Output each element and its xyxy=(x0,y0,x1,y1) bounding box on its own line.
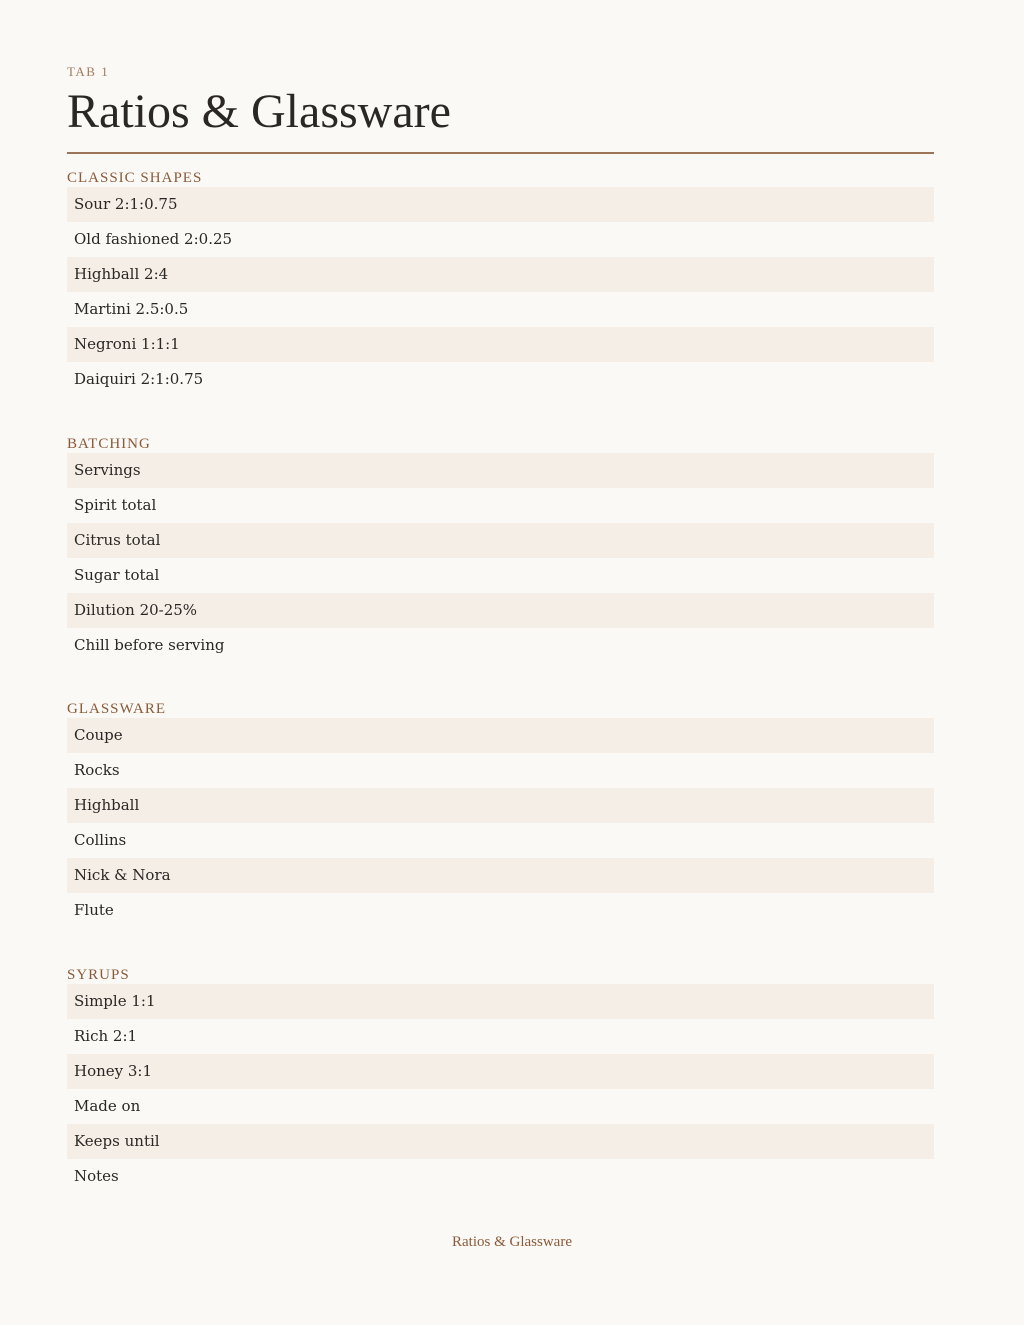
list-item: Keeps until xyxy=(67,1124,934,1159)
section-glassware xyxy=(67,701,934,928)
section-classic-shapes xyxy=(67,170,934,397)
list-item: Collins xyxy=(74,831,127,849)
page-title: Ratios & Glassware xyxy=(67,85,451,138)
list-item: Honey 3:1 xyxy=(67,1054,934,1089)
list-item: Simple 1:1 xyxy=(67,984,934,1019)
list-item: Martini 2.5:0.5 xyxy=(74,300,189,318)
list-item: Rocks xyxy=(74,761,120,779)
list-item: Daiquiri 2:1:0.75 xyxy=(74,370,204,388)
section-heading: GLASSWARE xyxy=(67,701,167,717)
section-heading: SYRUPS xyxy=(67,967,130,983)
section-syrups xyxy=(67,967,934,1194)
page-footer: Ratios & Glassware xyxy=(452,1234,572,1250)
list-item: Highball xyxy=(67,788,934,823)
list-item: Highball 2:4 xyxy=(67,257,934,292)
list-item: Flute xyxy=(74,901,114,919)
section-batching xyxy=(67,436,934,663)
list-item: Servings xyxy=(67,453,934,488)
section-heading: CLASSIC SHAPES xyxy=(67,170,203,186)
title-divider xyxy=(67,152,934,154)
list-item: Old fashioned 2:0.25 xyxy=(74,230,233,248)
list-item: Dilution 20-25% xyxy=(67,593,934,628)
list-item: Nick & Nora xyxy=(67,858,934,893)
list-item: Notes xyxy=(74,1167,119,1185)
section-heading: BATCHING xyxy=(67,436,151,452)
list-item: Chill before serving xyxy=(74,636,225,654)
list-item: Spirit total xyxy=(74,496,157,514)
list-item: Citrus total xyxy=(67,523,934,558)
list-item: Sour 2:1:0.75 xyxy=(67,187,934,222)
list-item: Negroni 1:1:1 xyxy=(67,327,934,362)
list-item: Coupe xyxy=(67,718,934,753)
tab-label: TAB 1 xyxy=(67,64,110,79)
list-item: Sugar total xyxy=(74,566,160,584)
list-item: Made on xyxy=(74,1097,141,1115)
list-item: Rich 2:1 xyxy=(74,1027,138,1045)
